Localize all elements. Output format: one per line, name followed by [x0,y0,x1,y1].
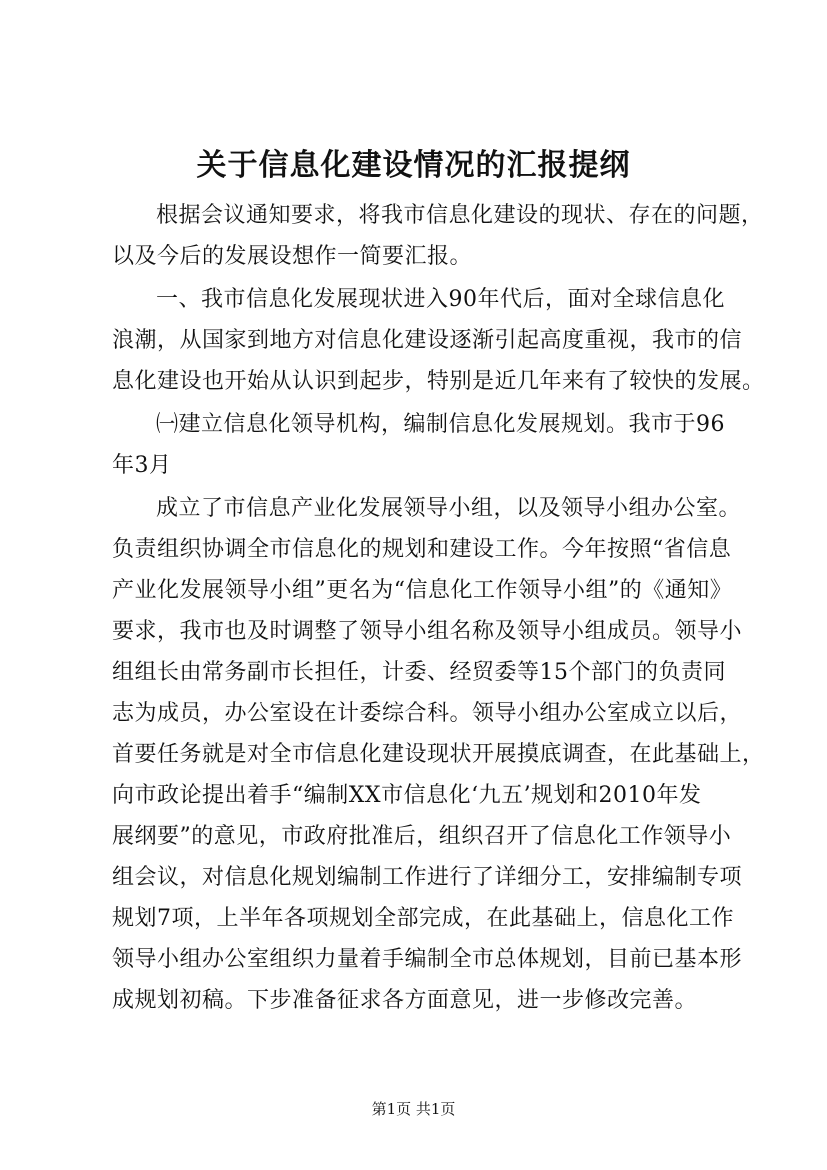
paragraph-line: 息化建设也开始从认识到起步，特别是近几年来有了较快的发展。 [112,369,765,394]
paragraph-line: 一、我市信息化发展现状进入90年代后，面对全球信息化 [156,287,725,312]
paragraph-line: ㈠建立信息化领导机构，编制信息化发展规划。我市于96 [156,412,725,437]
paragraph-line: 产业化发展领导小组”更名为“信息化工作领导小组”的《通知》 [112,578,733,603]
paragraph-line: 组会议，对信息化规划编制工作进行了详细分工，安排编制专项 [112,865,743,890]
paragraph-line: 根据会议通知要求，将我市信息化建设的现状、存在的问题， [156,203,764,228]
document-title: 关于信息化建设情况的汇报提纲 [196,148,631,183]
page-footer: 第1页 共1页 [371,1100,456,1118]
paragraph-line: 向市政论提出着手“编制XX市信息化‘九五’规划和2010年发 [112,783,702,808]
paragraph-line: 组组长由常务副市长担任，计委、经贸委等15个部门的负责同 [112,660,726,685]
paragraph-line: 浪潮，从国家到地方对信息化建设逐渐引起高度重视，我市的信 [112,328,743,353]
paragraph-line: 志为成员，办公室设在计委综合科。领导小组办公室成立以后， [112,701,743,726]
paragraph-line: 领导小组办公室组织力量着手编制全市总体规划，目前已基本形 [112,947,743,972]
paragraph-line: 要求，我市也及时调整了领导小组名称及领导小组成员。领导小 [112,619,743,644]
paragraph-line: 年3月 [112,453,172,478]
paragraph-line: 以及今后的发展设想作一简要汇报。 [112,244,473,269]
paragraph-line: 负责组织协调全市信息化的规划和建设工作。今年按照“省信息 [112,537,732,562]
paragraph-line: 规划7项，上半年各项规划全部完成，在此基础上，信息化工作 [112,906,734,931]
paragraph-line: 成立了市信息产业化发展领导小组，以及领导小组办公室。 [156,496,742,521]
paragraph-line: 首要任务就是对全市信息化建设现状开展摸底调查，在此基础上， [112,742,765,767]
paragraph-line: 成规划初稿。下步准备征求各方面意见，进一步修改完善。 [112,988,698,1013]
paragraph-line: 展纲要”的意见，市政府批准后，组织召开了信息化工作领导小 [112,824,732,849]
